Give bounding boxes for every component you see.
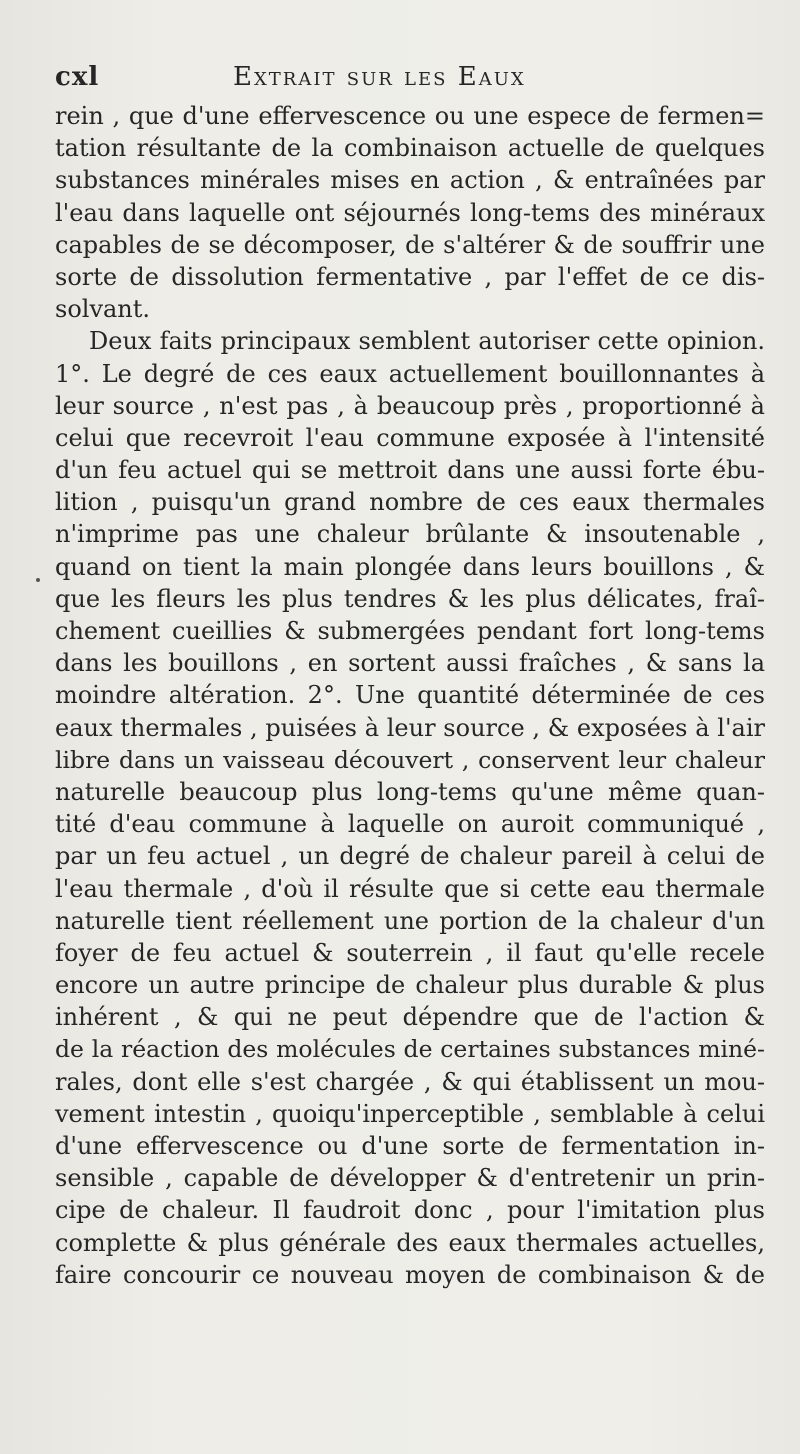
body-text xyxy=(55,100,765,1291)
text-line: dans les bouillons , en sortent aussi fraîches , & sans la xyxy=(55,649,765,678)
text-line: rein , que d'une effervescence ou une espece de fermen= xyxy=(55,102,765,130)
text-line: cipe de chaleur. Il faudroit donc , pour l'imitation plus xyxy=(55,1196,765,1225)
text-line: foyer de feu actuel & souterrein , il faut qu'elle recele xyxy=(55,938,765,967)
text-line: sorte de dissolution fermentative , par l'effet de ce dis- xyxy=(55,262,765,291)
text-line: substances minérales mises en action , & entraînées par xyxy=(55,166,765,195)
text-line: quand on tient la main plongée dans leurs bouillons , & xyxy=(55,552,765,581)
text-line: d'un feu actuel qui se mettroit dans une aussi forte ébu- xyxy=(55,456,765,485)
text-line: libre dans un vaisseau découvert , conservent leur chaleur xyxy=(55,745,765,774)
text-line: faire concourir ce nouveau moyen de combinaison & de xyxy=(55,1260,765,1289)
running-head xyxy=(55,62,765,96)
text-line: naturelle beaucoup plus long-tems qu'une même quan- xyxy=(55,777,765,806)
text-line: de la réaction des molécules de certaines substances miné- xyxy=(55,1035,765,1064)
text-line: rales, dont elle s'est chargée , & qui établissent un mou- xyxy=(55,1067,765,1096)
text-line: n'imprime pas une chaleur brûlante & insoutenable , xyxy=(55,520,765,549)
paragraph-first-line: Deux faits principaux semblent autoriser cette opinion. xyxy=(89,327,765,356)
text-line: tation résultante de la combinaison actuelle de quelques xyxy=(55,134,765,163)
text-line: l'eau dans laquelle ont séjournés long-tems des minéraux xyxy=(55,198,765,227)
text-line: l'eau thermale , d'où il résulte que si cette eau thermale xyxy=(55,874,765,903)
text-line: complette & plus générale des eaux thermales actuelles, xyxy=(55,1228,765,1257)
text-line: que les fleurs les plus tendres & les plus délicates, fraî- xyxy=(55,584,765,613)
text-line: leur source , n'est pas , à beaucoup près , proportionné à xyxy=(55,391,765,420)
text-line: d'une effervescence ou d'une sorte de fermentation in- xyxy=(55,1132,765,1160)
text-line: naturelle tient réellement une portion de la chaleur d'un xyxy=(55,906,765,935)
text-line: capables de se décomposer, de s'altérer & de souffrir une xyxy=(55,230,765,259)
text-line: 1°. Le degré de ces eaux actuellement bouillonnantes à xyxy=(55,359,765,388)
text-line: vement intestin , quoiqu'inperceptible , semblable à celui xyxy=(55,1099,765,1128)
ink-spot xyxy=(36,578,40,582)
text-line: solvant. xyxy=(55,295,151,324)
text-line: moindre altération. 2°. Une quantité déterminée de ces xyxy=(55,681,765,710)
text-line: tité d'eau commune à laquelle on auroit communiqué , xyxy=(55,810,765,839)
text-line: eaux thermales , puisées à leur source , & exposées à l'air xyxy=(55,713,765,742)
text-line: lition , puisqu'un grand nombre de ces eaux thermales xyxy=(55,488,765,517)
text-line: celui que recevroit l'eau commune exposée à l'intensité xyxy=(55,423,765,452)
running-title: Extrait sur les Eaux xyxy=(233,62,526,92)
text-line: inhérent , & qui ne peut dépendre que de l'action & xyxy=(55,1003,765,1032)
text-line: chement cueillies & submergées pendant fort long-tems xyxy=(55,617,765,645)
text-line: encore un autre principe de chaleur plus durable & plus xyxy=(55,971,765,1000)
text-line: sensible , capable de développer & d'entretenir un prin- xyxy=(55,1164,765,1193)
page-number: cxl xyxy=(55,62,100,92)
text-line: par un feu actuel , un degré de chaleur pareil à celui de xyxy=(55,842,765,871)
